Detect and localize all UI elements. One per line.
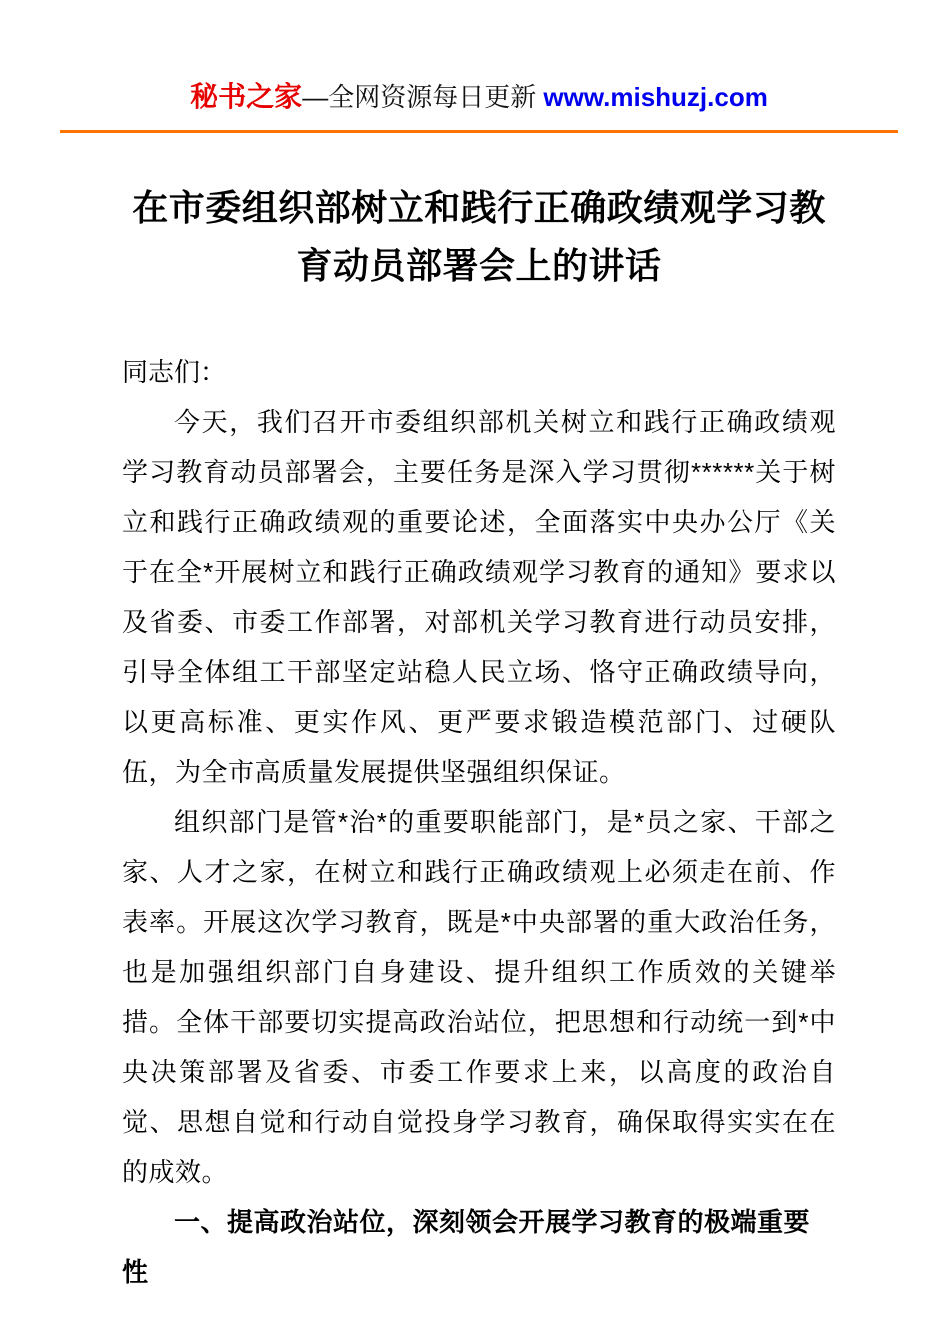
salutation: 同志们： xyxy=(122,357,227,388)
site-header xyxy=(122,80,836,114)
site-url-link[interactable]: www.mishuzj.com xyxy=(543,82,768,112)
paragraph-1: 今天，我们召开市委组织部机关树立和践行正确政绩观学习教育动员部署会，主要任务是深入学习贯彻******关于树立和践行正确政绩观的重要论述，全面落实中央办公厅《关于在全*开展树立和践行正确政绩观学习教育的通知》要求以及省委、市委工作部署，对部机关学习教育进行动员安排，引导全体组工干部坚定站稳人民立场、恪守正确政绩导向，以更高标准、更实作风、更严要求锻造模范部门、过硬队伍，为全市高质量发展提供坚强组织保证。 xyxy=(122,407,836,788)
header-rule xyxy=(60,130,898,133)
paragraph-2: 组织部门是管*治*的重要职能部门，是*员之家、干部之家、人才之家，在树立和践行正确政绩观上必须走在前、作表率。开展这次学习教育，既是*中央部署的重大政治任务，也是加强组织部门自身建设、提升组织工作质效的关键举措。全体干部要切实提高政治站位，把思想和行动统一到*中央决策部署及省委、市委工作要求上来，以高度的政治自觉、思想自觉和行动自觉投身学习教育，确保取得实实在在的成效。 xyxy=(122,807,836,1188)
section-heading-1: 一、提高政治站位，深刻领会开展学习教育的极端重要性 xyxy=(122,1207,811,1288)
site-brand: 秘书之家 xyxy=(190,81,303,112)
document-title: 在市委组织部树立和践行正确政绩观学习教育动员部署会上的讲话 xyxy=(132,186,826,286)
site-tagline: —全网资源每日更新 xyxy=(302,82,544,112)
